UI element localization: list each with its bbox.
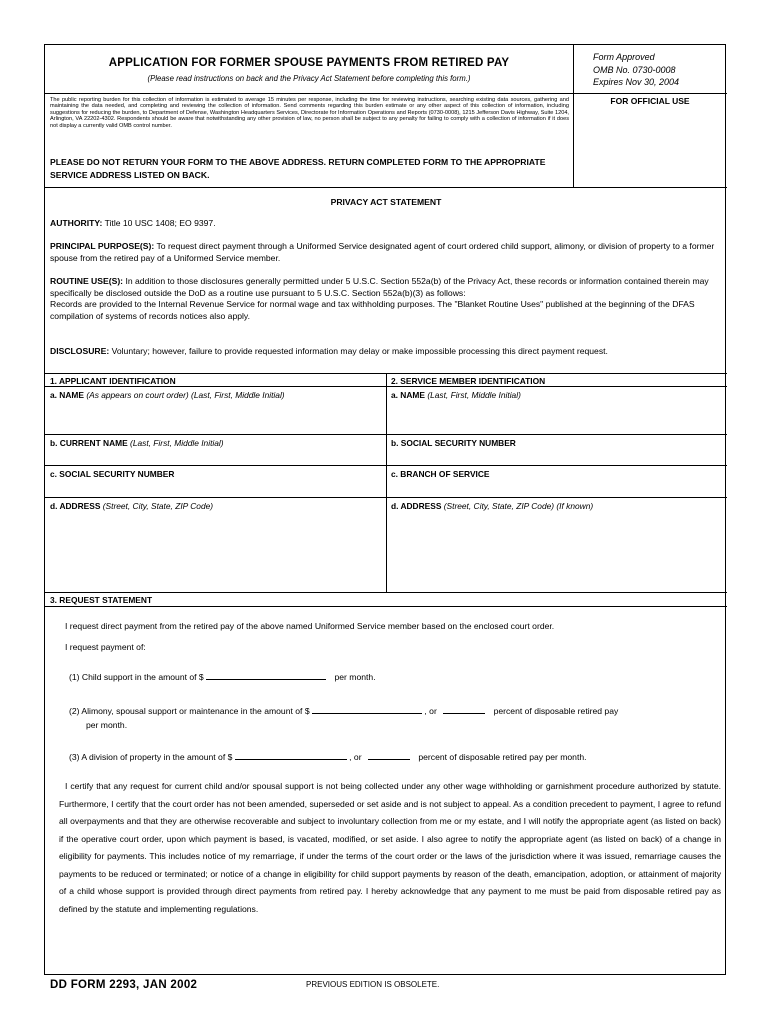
form-number: DD FORM 2293, JAN 2002 [50, 979, 198, 991]
burden-statement: The public reporting burden for this collection of information is estimated to average 15 minutes per response, including the time for reviewing instructions, searching existing data sources, gathering and maintaining the data needed, and completing and reviewing the collection of information. Send comments regarding this burden estimate or any other aspect of this collection of information, including suggestions for reducing the burden, to Department of Defense, Washington Headquarters Services, Directorate for Information Operations and Reports (0730-0008), 1215 Jefferson Davis Highway, Suite 1204, Arlington, VA 22202-4302. Respondents should be aware that notwithstanding any other provision of law, no person shall be subject to any penalty for failing to comply with a collection of information if it does not display a currently valid OMB control number. [50, 97, 569, 129]
current-name-label: b. CURRENT NAME [50, 438, 128, 448]
purpose-paragraph [50, 241, 722, 264]
applicant-name-label: a. NAME [50, 390, 84, 400]
member-name-field[interactable] [387, 387, 727, 433]
routine-label: ROUTINE USE(S): [50, 276, 124, 286]
child-support-text: (1) Child support in the amount of $ [69, 672, 204, 682]
member-ssn-label: b. SOCIAL SECURITY NUMBER [391, 438, 516, 448]
member-address-field[interactable] [387, 498, 727, 591]
privacy-heading: PRIVACY ACT STATEMENT [330, 197, 442, 207]
property-amount-input[interactable] [235, 750, 347, 760]
form-approved: Form Approved [593, 52, 655, 62]
form-title: APPLICATION FOR FORMER SPOUSE PAYMENTS FROM RETIRED PAY [108, 57, 510, 69]
purpose-text: To request direct payment through a Uniformed Service designated agent of court ordered child support, alimony, or division of property to a former spouse from the retired pay of a Uniformed Service member. [50, 241, 715, 263]
authority-paragraph [50, 218, 722, 230]
authority-label: AUTHORITY: [50, 218, 103, 228]
routine-text: In addition to those disclosures generally permitted under 5 U.S.C. Section 552a(b) of the Privacy Act, these records or information contained therein may specifically be disclosed outside the DoD as a routine use pursuant to 5 U.S.C. Section 552a(b)(3) as follows: [50, 276, 709, 298]
return-warning: PLEASE DO NOT RETURN YOUR FORM TO THE ABOVE ADDRESS. RETURN COMPLETED FORM TO THE APPROPRIATE SERVICE ADDRESS LISTED ON BACK. [50, 157, 546, 180]
branch-of-service-field[interactable] [387, 466, 727, 496]
form-subtitle: (Please read instructions on back and the Privacy Act Statement before completing this form.) [147, 74, 471, 83]
property-text: (3) A division of property in the amount of $ [69, 752, 233, 762]
applicant-current-name-field[interactable] [45, 435, 385, 464]
routine-paragraph [50, 276, 722, 322]
expiration-date: Expires Nov 30, 2004 [593, 77, 680, 87]
header-divider [573, 45, 574, 187]
section3-heading: 3. REQUEST STATEMENT [50, 595, 153, 605]
previous-edition-note: PREVIOUS EDITION IS OBSOLETE. [306, 980, 440, 989]
certification-paragraph: I certify that any request for current child and/or spousal support is not being collected under any other wage withholding or garnishment procedure authorized by statute. Furthermore, I certify that the court order has not been amended, superseded or set aside and is not subject to appeal. As a condition precedent to payment, I agree to refund all overpayments and that they are otherwise recoverable and subject to involuntary collection from me or my estate, and I will notify the appropriate agent (as listed on back) if the operative court order, upon which payment is based, is vacated, modified, or set aside. I also agree to notify the appropriate agent (as listed on back) of a change in eligibility for payments. This includes notice of my remarriage, if under the terms of the court order or the laws of the jurisdiction where it was issued, remarriage causes the payments to be reduced or terminated; or notice of a change in eligibility for child support payments by reason of the death, emancipation, adoption, or attainment of majority of a child whose support is provided through direct payments from retired pay. I hereby acknowledge that any payment to me must be paid from disposable retired pay as defined by the statute and implementing regulations. [59, 781, 721, 914]
section1-heading: 1. APPLICANT IDENTIFICATION [50, 376, 176, 386]
property-line [69, 750, 587, 762]
child-support-per-month: per month. [334, 672, 376, 682]
form-frame [44, 44, 726, 975]
alimony-percent-input[interactable] [443, 704, 485, 714]
member-name-label: a. NAME [391, 390, 425, 400]
member-address-hint: (Street, City, State, ZIP Code) (If known) [443, 501, 594, 511]
member-ssn-field[interactable] [387, 435, 727, 464]
property-or: , or [349, 752, 362, 762]
member-address-label: d. ADDRESS [391, 501, 442, 511]
member-name-hint: (Last, First, Middle Initial) [427, 390, 521, 400]
applicant-address-label: d. ADDRESS [50, 501, 101, 511]
alimony-or: , or [424, 706, 437, 716]
property-percent-input[interactable] [368, 750, 410, 760]
authority-text: Title 10 USC 1408; EO 9397. [104, 218, 216, 228]
disclosure-text: Voluntary; however, failure to provide requested information may delay or make impossible processing this direct payment request. [111, 346, 608, 356]
purpose-label: PRINCIPAL PURPOSE(S): [50, 241, 155, 251]
child-support-line [69, 670, 376, 682]
omb-block [593, 51, 679, 89]
alimony-text: (2) Alimony, spousal support or maintenance in the amount of $ [69, 706, 310, 716]
alimony-line [69, 704, 618, 716]
applicant-name-hint: (As appears on court order) (Last, First, Middle Initial) [86, 390, 285, 400]
disclosure-paragraph [50, 346, 722, 358]
request-line-2: I request payment of: [65, 642, 146, 652]
applicant-ssn-label: c. SOCIAL SECURITY NUMBER [50, 469, 175, 479]
disclosure-label: DISCLOSURE: [50, 346, 110, 356]
property-percent-text: percent of disposable retired pay per month. [418, 752, 587, 762]
applicant-address-field[interactable] [45, 498, 385, 591]
request-line-1: I request direct payment from the retired pay of the above named Uniformed Service member based on the enclosed court order. [65, 621, 555, 631]
alimony-amount-input[interactable] [312, 704, 422, 714]
branch-label: c. BRANCH OF SERVICE [391, 469, 490, 479]
alimony-per-month: per month. [86, 720, 128, 730]
child-support-amount-input[interactable] [206, 670, 326, 680]
routine-text-2: Records are provided to the Internal Revenue Service for normal wage and tax withholding purposes. The "Blanket Routine Uses" published at the beginning of the DFAS compilation of systems of records notices also apply. [50, 299, 695, 321]
omb-number: OMB No. 0730-0008 [593, 64, 676, 75]
applicant-name-field[interactable] [45, 387, 385, 433]
applicant-ssn-field[interactable] [45, 466, 385, 496]
applicant-address-hint: (Street, City, State, ZIP Code) [102, 501, 214, 511]
section2-heading: 2. SERVICE MEMBER IDENTIFICATION [391, 376, 546, 386]
current-name-hint: (Last, First, Middle Initial) [130, 438, 224, 448]
alimony-percent-text: percent of disposable retired pay [493, 706, 619, 716]
official-use-label: FOR OFFICIAL USE [610, 96, 690, 106]
